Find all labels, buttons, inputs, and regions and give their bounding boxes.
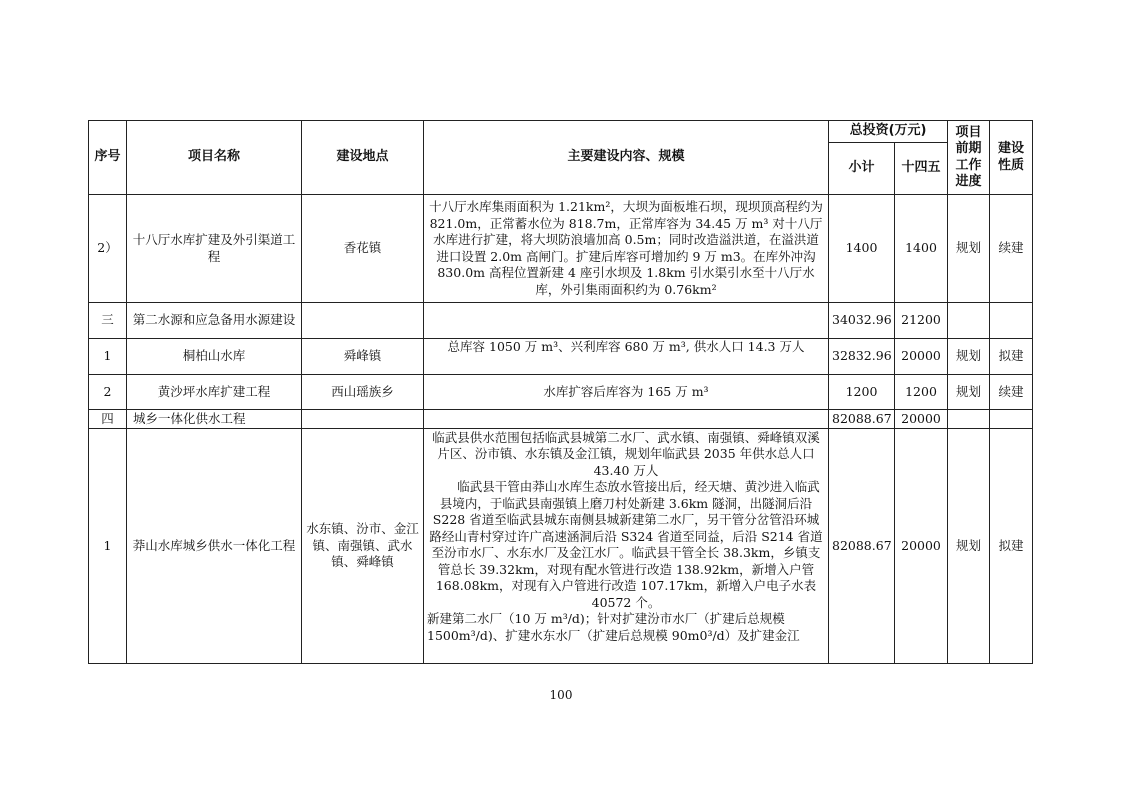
header-investment: 总投资(万元)	[829, 121, 948, 143]
row-name: 桐柏山水库	[127, 339, 302, 375]
table-row	[89, 429, 1033, 664]
row-progress: 规划	[948, 339, 990, 375]
header-location: 建设地点	[302, 121, 424, 195]
row-content	[424, 339, 829, 375]
row-nature	[990, 303, 1033, 339]
row-location: 舜峰镇	[302, 339, 424, 375]
page-number: 100	[549, 688, 573, 702]
row-location: 水东镇、汾市、金江镇、南强镇、武水镇、舜峰镇	[302, 429, 424, 664]
row-subtotal: 82088.67	[829, 410, 895, 429]
row-fourteen-five: 21200	[895, 303, 948, 339]
row-subtotal: 32832.96	[829, 339, 895, 375]
header-subtotal: 小计	[829, 143, 895, 195]
row-seq: 2）	[89, 195, 127, 303]
table-row	[89, 303, 1033, 339]
table-row	[89, 410, 1033, 429]
row-progress	[948, 410, 990, 429]
row-progress: 规划	[948, 429, 990, 664]
row-fourteen-five: 1200	[895, 375, 948, 410]
row-seq: 1	[89, 339, 127, 375]
row-fourteen-five: 20000	[895, 429, 948, 664]
row-seq: 1	[89, 429, 127, 664]
row-fourteen-five: 1400	[895, 195, 948, 303]
row-location: 香花镇	[302, 195, 424, 303]
row-progress: 规划	[948, 375, 990, 410]
header-seq: 序号	[89, 121, 127, 195]
row-name: 第二水源和应急备用水源建设	[127, 303, 302, 339]
content-paragraph: 临武县干管由莽山水库生态放水管接出后，经天塘、黄沙进入临武县境内，于临武县南强镇上磨刀村处新建 3.6km 隧洞，出隧洞后沿 S228 省道至临武县城东南侧县城新建第二水厂，另干管分岔管沿环城路经山青村穿过许广高速涵洞后沿 S324 省道至同益，后沿 S214 省道至汾市水厂、水东水厂及金江水厂。临武县干管全长 38.3km，乡镇支管总长 39.32km，对现有配水管进行改造 138.92km，新增入户管 168.08km，对现有入户管进行改造 107.17km，新增入户电子水表 40572 个。	[429, 479, 823, 610]
row-location	[302, 410, 424, 429]
row-content	[424, 429, 829, 664]
row-seq: 2	[89, 375, 127, 410]
row-content	[424, 303, 829, 339]
row-nature: 拟建	[990, 429, 1033, 664]
row-content	[424, 195, 829, 303]
row-nature: 拟建	[990, 339, 1033, 375]
header-row-1	[89, 121, 1033, 143]
content-paragraph: 临武县供水范围包括临武县城第二水厂、武水镇、南强镇、舜峰镇双溪片区、汾市镇、水东镇及金江镇，规划年临武县 2035 年供水总人口 43.40 万人	[432, 429, 820, 478]
row-progress: 规划	[948, 195, 990, 303]
project-table	[88, 120, 1033, 664]
header-nature: 建设性质	[990, 121, 1033, 195]
table-row	[89, 375, 1033, 410]
row-subtotal: 34032.96	[829, 303, 895, 339]
row-nature: 续建	[990, 195, 1033, 303]
row-seq: 四	[89, 410, 127, 429]
row-nature: 续建	[990, 375, 1033, 410]
header-content: 主要建设内容、规模	[424, 121, 829, 195]
row-subtotal: 82088.67	[829, 429, 895, 664]
header-fourteen-five: 十四五	[895, 143, 948, 195]
content-paragraph: 新建第二水厂（10 万 m³/d)；针对扩建汾市水厂（扩建后总规模 1500m³/d)、扩建水东水厂（扩建后总规模 90m0³/d）及扩建金江	[427, 611, 800, 643]
header-progress: 项目前期工作进度	[948, 121, 990, 195]
row-fourteen-five: 20000	[895, 410, 948, 429]
content-paragraph: 水库扩容后库容为 165 万 m³	[543, 383, 709, 399]
row-location: 西山瑶族乡	[302, 375, 424, 410]
header-name: 项目名称	[127, 121, 302, 195]
row-subtotal: 1400	[829, 195, 895, 303]
content-paragraph: 十八厅水库集雨面积为 1.21km²，大坝为面板堆石坝，现坝顶高程约为 821.0m，正常蓄水位为 818.7m，正常库容为 34.45 万 m³ 对十八厅水库进行扩建，将大坝防浪墙加高 0.5m；同时改造溢洪道，在溢洪道进口设置 2.0m 高闸门。扩建后库容可增加约 9 万 m3。在库外冲沟 830.0m 高程位置新建 4 座引水坝及 1.8km 引水渠引水至十八厅水库，外引集雨面积约为 0.76km²	[429, 199, 823, 297]
table-row	[89, 195, 1033, 303]
row-name: 黄沙坪水库扩建工程	[127, 375, 302, 410]
content-clip	[427, 430, 825, 663]
row-content	[424, 375, 829, 410]
row-content	[424, 410, 829, 429]
row-name: 十八厅水库扩建及外引渠道工程	[127, 195, 302, 303]
row-name: 莽山水库城乡供水一体化工程	[127, 429, 302, 664]
content-paragraph: 总库容 1050 万 m³、兴利库容 680 万 m³, 供水人口 14.3 万人	[447, 339, 805, 354]
row-fourteen-five: 20000	[895, 339, 948, 375]
row-seq: 三	[89, 303, 127, 339]
row-progress	[948, 303, 990, 339]
row-location	[302, 303, 424, 339]
row-nature	[990, 410, 1033, 429]
table-row	[89, 339, 1033, 375]
row-subtotal: 1200	[829, 375, 895, 410]
row-name: 城乡一体化供水工程	[127, 410, 302, 429]
